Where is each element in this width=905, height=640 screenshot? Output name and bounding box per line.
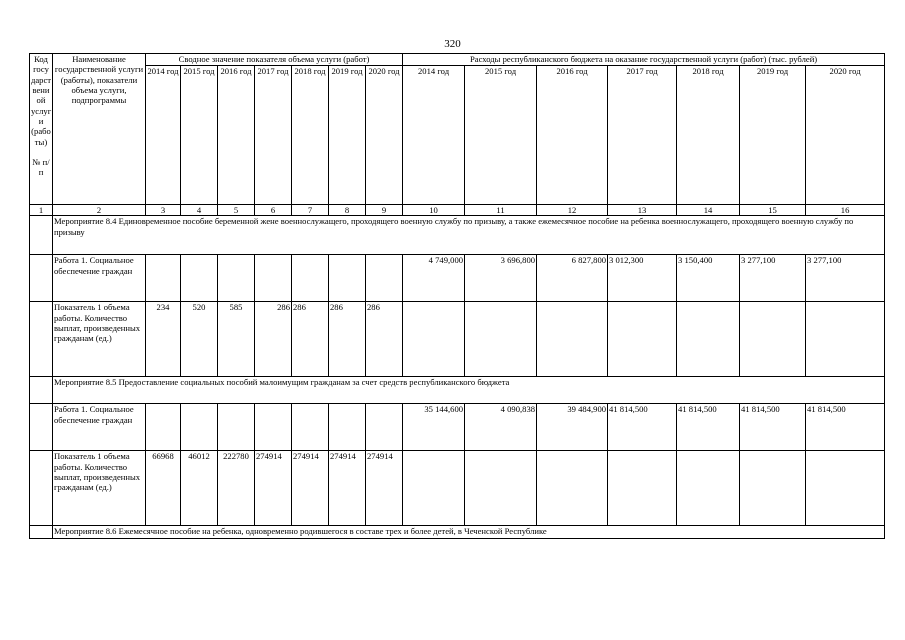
- empty-cell: [30, 302, 53, 377]
- budget-cell: 35 144,600: [403, 404, 465, 451]
- budget-cell: 39 484,900: [537, 404, 608, 451]
- empty-cell: [806, 302, 885, 377]
- header-budget-group: Расходы республиканского бюджета на оказание государственной услуги (работ) (тыс. рублей): [403, 54, 885, 66]
- column-number: 9: [366, 205, 403, 216]
- empty-cell: [292, 404, 329, 451]
- column-number: 15: [740, 205, 806, 216]
- empty-cell: [677, 302, 740, 377]
- budget-cell: 4 090,838: [465, 404, 537, 451]
- header-volume-group: Сводное значение показателя объема услуги (работ): [146, 54, 403, 66]
- budget-cell: 3 277,100: [740, 255, 806, 302]
- volume-cell: 286: [329, 302, 366, 377]
- header-years-row: [30, 66, 885, 205]
- empty-cell: [537, 302, 608, 377]
- year-header: 2016 год: [537, 66, 608, 205]
- empty-cell: [329, 404, 366, 451]
- year-header: 2018 год: [292, 66, 329, 205]
- page-number: 320: [444, 38, 461, 50]
- year-header: 2017 год: [608, 66, 677, 205]
- budget-table: [29, 53, 885, 539]
- empty-cell: [329, 255, 366, 302]
- budget-cell: 3 696,800: [465, 255, 537, 302]
- year-header: 2017 год: [255, 66, 292, 205]
- column-number: 7: [292, 205, 329, 216]
- empty-cell: [740, 302, 806, 377]
- budget-cell: 3 277,100: [806, 255, 885, 302]
- year-header: 2015 год: [465, 66, 537, 205]
- column-number: 10: [403, 205, 465, 216]
- volume-cell: 222780: [218, 451, 255, 526]
- empty-cell: [146, 404, 181, 451]
- year-header: 2019 год: [740, 66, 806, 205]
- volume-cell: 274914: [366, 451, 403, 526]
- header-code: Код госу дарст вени ой услуг и (рабо ты) № п/п: [30, 54, 53, 205]
- table-row: [30, 302, 885, 377]
- empty-cell: [465, 302, 537, 377]
- indicator-label: Показатель 1 объема работы. Количество выплат, произведенных гражданам (ед.): [53, 302, 146, 377]
- empty-cell: [366, 255, 403, 302]
- header-group-row: [30, 54, 885, 66]
- budget-cell: 4 749,000: [403, 255, 465, 302]
- volume-cell: 274914: [255, 451, 292, 526]
- measure-heading: Мероприятие 8.4 Единовременное пособие беременной жене военнослужащего, проходящего военную службу по призыву, а также ежемесячное пособие на ребенка военнослужащего, проходящего военную службу по призыву: [53, 216, 885, 255]
- empty-cell: [30, 377, 53, 404]
- volume-cell: 585: [218, 302, 255, 377]
- year-header: 2018 год: [677, 66, 740, 205]
- empty-cell: [181, 404, 218, 451]
- column-number: 4: [181, 205, 218, 216]
- empty-cell: [366, 404, 403, 451]
- empty-cell: [30, 216, 53, 255]
- empty-cell: [30, 404, 53, 451]
- empty-cell: [403, 302, 465, 377]
- empty-cell: [608, 451, 677, 526]
- volume-cell: 286: [366, 302, 403, 377]
- column-number: 6: [255, 205, 292, 216]
- column-number: 1: [30, 205, 53, 216]
- volume-cell: 286: [292, 302, 329, 377]
- year-header: 2014 год: [146, 66, 181, 205]
- empty-cell: [806, 451, 885, 526]
- measure-heading: Мероприятие 8.6 Ежемесячное пособие на ребенка, одновременно родившегося в составе трех и более детей, в Чеченской Республике: [53, 526, 885, 539]
- empty-cell: [146, 255, 181, 302]
- table-row: [30, 255, 885, 302]
- header-name: Наименование государственной услуги (работы), показатели объема услуги, подпрограммы: [53, 54, 146, 205]
- empty-cell: [255, 255, 292, 302]
- indicator-label: Показатель 1 объема работы. Количество выплат, произведенных гражданам (ед.): [53, 451, 146, 526]
- table-row: [30, 451, 885, 526]
- empty-cell: [292, 255, 329, 302]
- volume-cell: 234: [146, 302, 181, 377]
- empty-cell: [218, 404, 255, 451]
- year-header: 2015 год: [181, 66, 218, 205]
- volume-cell: 274914: [292, 451, 329, 526]
- empty-cell: [255, 404, 292, 451]
- empty-cell: [30, 255, 53, 302]
- empty-cell: [677, 451, 740, 526]
- column-number: 14: [677, 205, 740, 216]
- year-header: 2014 год: [403, 66, 465, 205]
- column-number: 11: [465, 205, 537, 216]
- table-row: [30, 216, 885, 255]
- budget-cell: 41 814,500: [677, 404, 740, 451]
- measure-heading: Мероприятие 8.5 Предоставление социальных пособий малоимущим гражданам за счет средств республиканского бюджета: [53, 377, 885, 404]
- volume-cell: 286: [255, 302, 292, 377]
- table-row: [30, 404, 885, 451]
- table-row: [30, 377, 885, 404]
- budget-cell: 41 814,500: [740, 404, 806, 451]
- empty-cell: [465, 451, 537, 526]
- volume-cell: 46012: [181, 451, 218, 526]
- column-number-row: [30, 205, 885, 216]
- column-number: 5: [218, 205, 255, 216]
- budget-cell: 41 814,500: [806, 404, 885, 451]
- year-header: 2020 год: [806, 66, 885, 205]
- budget-cell: 3 150,400: [677, 255, 740, 302]
- table-row: [30, 526, 885, 539]
- column-number: 8: [329, 205, 366, 216]
- volume-cell: 274914: [329, 451, 366, 526]
- empty-cell: [537, 451, 608, 526]
- year-header: 2019 год: [329, 66, 366, 205]
- column-number: 16: [806, 205, 885, 216]
- empty-cell: [30, 451, 53, 526]
- column-number: 12: [537, 205, 608, 216]
- empty-cell: [608, 302, 677, 377]
- budget-cell: 41 814,500: [608, 404, 677, 451]
- column-number: 3: [146, 205, 181, 216]
- empty-cell: [181, 255, 218, 302]
- year-header: 2020 год: [366, 66, 403, 205]
- empty-cell: [403, 451, 465, 526]
- budget-cell: 3 012,300: [608, 255, 677, 302]
- empty-cell: [740, 451, 806, 526]
- empty-cell: [30, 526, 53, 539]
- column-number: 13: [608, 205, 677, 216]
- volume-cell: 66968: [146, 451, 181, 526]
- year-header: 2016 год: [218, 66, 255, 205]
- work-label: Работа 1. Социальное обеспечение граждан: [53, 255, 146, 302]
- empty-cell: [218, 255, 255, 302]
- work-label: Работа 1. Социальное обеспечение граждан: [53, 404, 146, 451]
- column-number: 2: [53, 205, 146, 216]
- volume-cell: 520: [181, 302, 218, 377]
- budget-cell: 6 827,800: [537, 255, 608, 302]
